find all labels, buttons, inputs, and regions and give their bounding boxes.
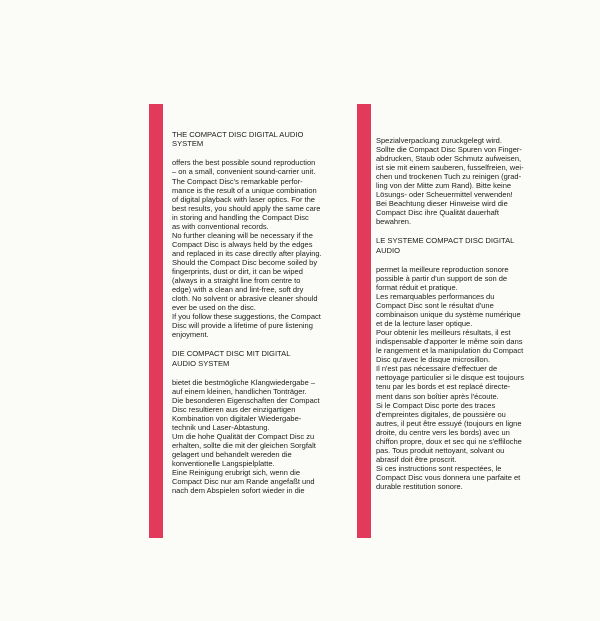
left-text-column	[172, 130, 335, 495]
body-line: abrasif doit être proscrit.	[376, 454, 457, 464]
body-line: ist sie mit einem sauberen, fusselfreien, wei-	[376, 163, 524, 173]
body-line: Sollte die Compact Disc Spuren von Finger-	[376, 145, 522, 155]
body-line: konventionelle Langspielplatte.	[172, 459, 275, 469]
body-line: Si ces instructions sont respectées, le	[376, 463, 502, 473]
body-line: of digital playback with laser optics. For the	[172, 194, 315, 204]
body-line: chen und trockenen Tuch zu reinigen (grad-	[376, 172, 522, 182]
body-line: indispensable d'apporter le même soin dans	[376, 337, 523, 347]
body-line: format réduit et pratique.	[376, 282, 458, 292]
body-line: Compact Disc nur am Rande angefaßt und	[172, 477, 315, 487]
body-line: ling von der Mitte zum Rand). Bitte keine	[376, 181, 512, 191]
heading-line: SYSTEM	[172, 139, 204, 149]
text-section	[172, 130, 335, 339]
section-body	[376, 136, 546, 226]
body-line: best results, you should apply the same care	[172, 203, 321, 213]
body-line: in storing and handling the Compact Disc	[172, 212, 309, 222]
section-heading	[172, 130, 335, 148]
body-line: Compact Disc is always held by the edges	[172, 239, 313, 249]
body-line: If you follow these suggestions, the Compact	[172, 312, 321, 322]
body-line: Si le Compact Disc porte des traces	[376, 400, 496, 410]
body-line: gelagert und behandelt wereden die	[172, 450, 292, 460]
body-line: mance is the result of a unique combination	[172, 185, 317, 195]
body-line: No further cleaning will be necessary if the	[172, 230, 313, 240]
body-line: as with conventional records.	[172, 221, 269, 231]
heading-line: DIE COMPACT DISC MIT DIGITAL	[172, 349, 291, 359]
body-line: bewahren.	[376, 217, 412, 227]
body-line: cloth. No solvent or abrasive cleaner should	[172, 294, 318, 304]
section-gap	[376, 226, 546, 236]
body-line: Compact Disc ihre Qualität dauerhaft	[376, 208, 499, 218]
left-red-stripe	[149, 104, 163, 538]
body-line: enjoyment.	[172, 330, 209, 340]
body-line: Die besonderen Eigenschaften der Compact	[172, 395, 320, 405]
section-body	[172, 158, 335, 339]
body-line: possible à partir d'un support de son de	[376, 273, 508, 283]
body-line: pas. Tous produit nettoyant, solvant ou	[376, 445, 505, 455]
body-line: Compact Disc vous donnera une parfaite et	[376, 472, 521, 482]
body-line: permet la meilleure reproduction sonore	[376, 264, 509, 274]
body-line: auf einem kleinen, handlichen Tonträger.	[172, 386, 307, 396]
body-line: autres, il peut être essuyé (toujours en ligne	[376, 418, 522, 428]
body-line: Eine Reinigung erubrigt sich, wenn die	[172, 468, 300, 478]
body-line: Pour obtenir les meilleurs résultats, il est	[376, 328, 511, 338]
body-line: The Compact Disc's remarkable perfor-	[172, 176, 303, 186]
body-line: d'empreintes digitales, de poussière ou	[376, 409, 506, 419]
body-line: nach dem Abspielen sofort wieder in die	[172, 486, 305, 496]
body-line: et de la lecture laser optique.	[376, 319, 473, 329]
body-line: combinaison unique du système numérique	[376, 310, 521, 320]
text-section	[376, 136, 546, 226]
right-text-column	[376, 136, 546, 491]
body-line: Compact Disc sont le résultat d'une	[376, 301, 494, 311]
body-line: ever be used on the disc.	[172, 303, 256, 313]
section-heading	[172, 349, 335, 367]
text-section	[172, 349, 335, 495]
body-line: nettoyage particulier si le disque est toujours	[376, 373, 525, 383]
text-section	[376, 236, 546, 491]
section-heading	[376, 236, 546, 254]
body-line: – on a small, convenient sound-carrier unit.	[172, 167, 316, 177]
body-line: Les remarquables performances du	[376, 292, 495, 302]
body-line: tenu par les bords et est replacé directe-	[376, 382, 511, 392]
body-line: Should the Compact Disc become soiled by	[172, 257, 318, 267]
body-line: Bei Beachtung dieser Hinweise wird die	[376, 199, 508, 209]
section-body	[172, 378, 335, 496]
body-line: ment dans son boîtier après l'écoute.	[376, 391, 499, 401]
section-body	[376, 265, 546, 491]
body-line: Disc qu'avec le disque microsillon.	[376, 355, 490, 365]
body-line: Il n'est pas nécessaire d'effectuer de	[376, 364, 498, 374]
body-line: (always in a straight line from centre to	[172, 276, 301, 286]
body-line: durable restitution sonore.	[376, 482, 463, 491]
body-line: le rangement et la manipulation du Compact	[376, 346, 524, 356]
body-line: abdrucken, Staub oder Schmutz aufweisen,	[376, 154, 522, 164]
body-line: Spezialverpackung zuruckgelegt wird.	[376, 136, 502, 145]
body-line: fingerprints, dust or dirt, it can be wiped	[172, 266, 303, 276]
body-line: chiffon propre, doux et sec qui ne s'effiloche	[376, 436, 522, 446]
heading-line: AUDIO SYSTEM	[172, 358, 230, 368]
body-line: Lösungs- oder Scheuermittel verwenden!	[376, 190, 513, 200]
heading-line: LE SYSTEME COMPACT DISC DIGITAL	[376, 236, 515, 246]
body-line: Kombination von digitaler Wiedergabe-	[172, 413, 302, 423]
body-line: technik und Laser-Abtastung.	[172, 422, 270, 432]
body-line: bietet die bestmögliche Klangwiedergabe –	[172, 377, 316, 387]
heading-line: THE COMPACT DISC DIGITAL AUDIO	[172, 130, 304, 139]
section-gap	[172, 339, 335, 349]
body-line: Disc resultieren aus der einzigartigen	[172, 404, 296, 414]
body-line: erhalten, sollte die mit der gleichen Sorgfalt	[172, 441, 316, 451]
body-line: Um die hohe Qualität der Compact Disc zu	[172, 432, 315, 442]
body-line: offers the best possible sound reproduction	[172, 158, 316, 168]
body-line: droite, du centre vers les bords) avec un	[376, 427, 510, 437]
body-line: and replaced in its case directly after playing.	[172, 248, 322, 258]
body-line: edge) with a clean and lint-free, soft dry	[172, 285, 304, 295]
right-red-stripe	[357, 104, 371, 538]
body-line: Disc will provide a lifetime of pure listening	[172, 321, 313, 331]
heading-line: AUDIO	[376, 245, 401, 255]
